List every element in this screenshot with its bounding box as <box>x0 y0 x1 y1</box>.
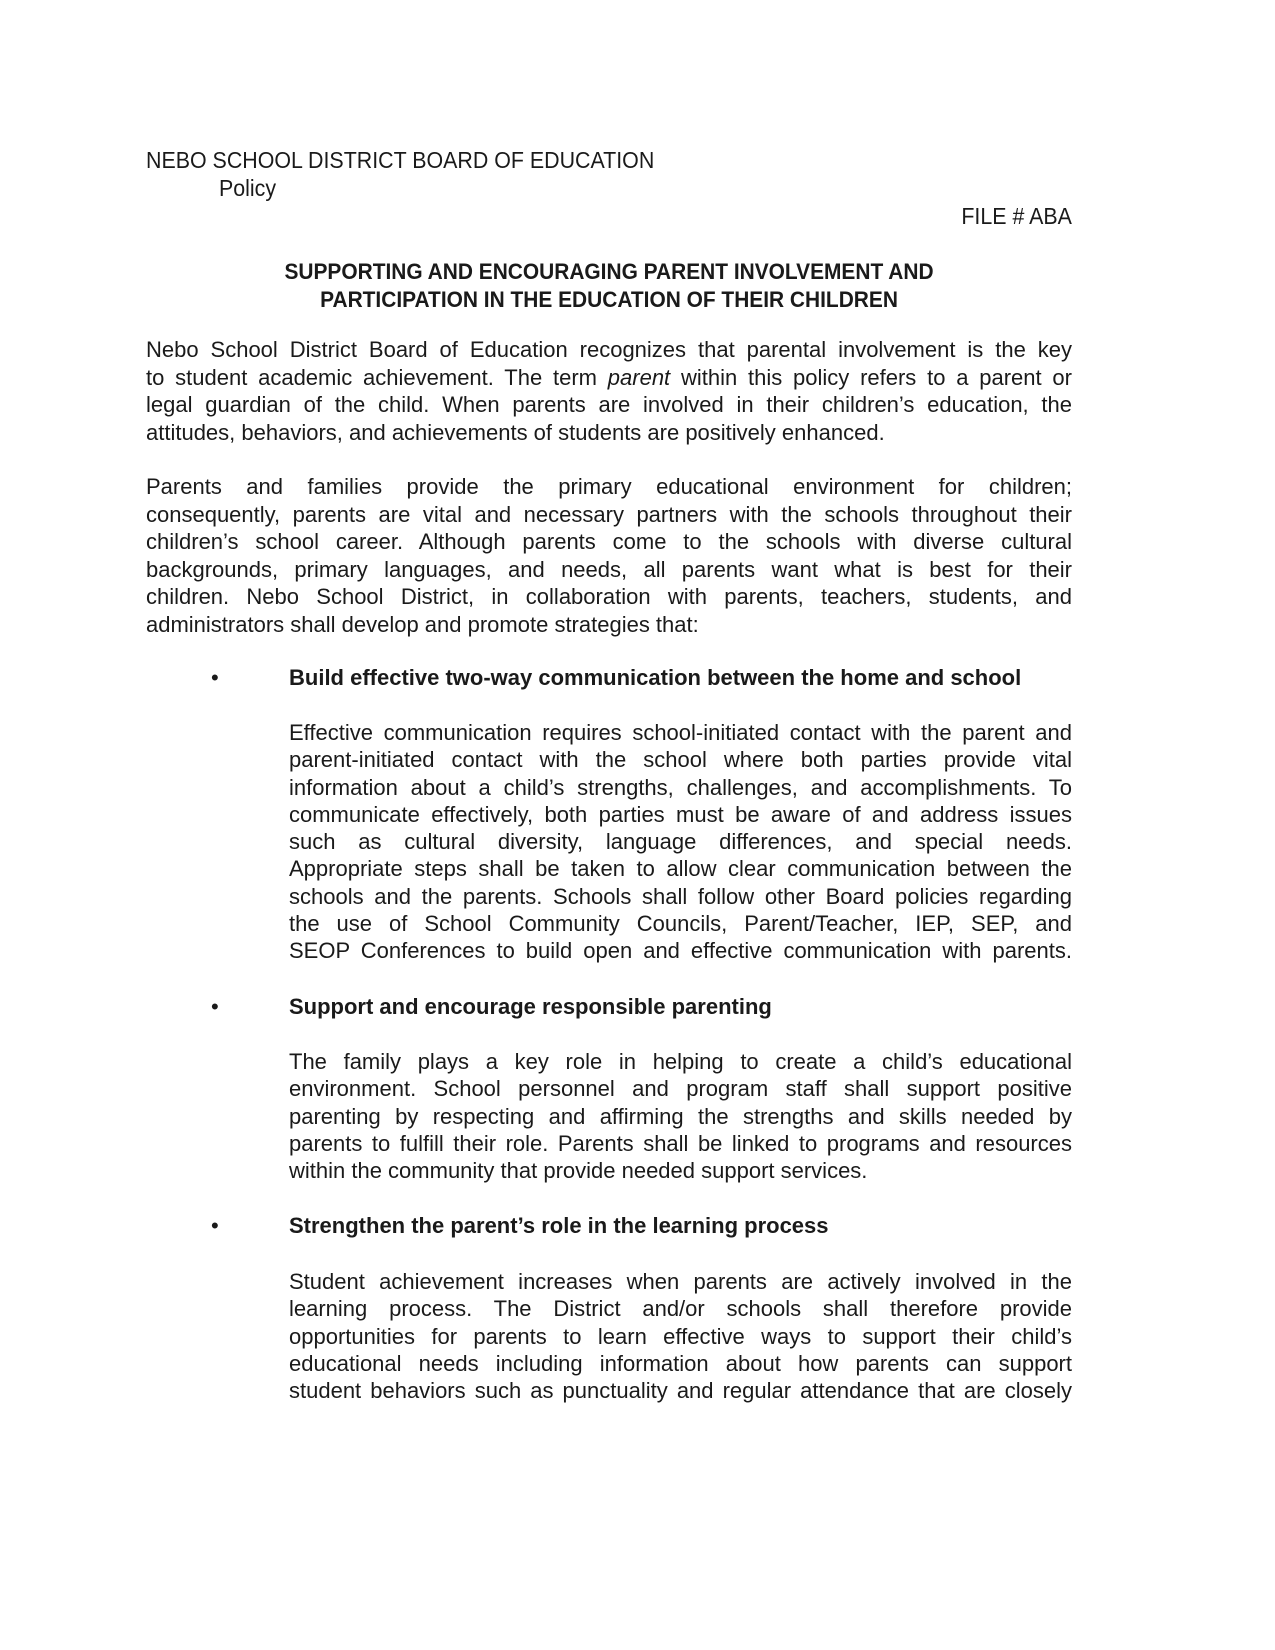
term-parent: parent <box>607 364 671 390</box>
strategy-line: such as cultural diversity, language differences, and special needs. <box>289 829 1072 855</box>
strategy-line: within the community that provide needed support services. <box>289 1158 868 1184</box>
intro-line: legal guardian of the child. When parents are involved in their children’s education, the <box>146 392 1072 417</box>
bullet-icon: • <box>211 665 219 690</box>
strategy-line: The family plays a key role in helping to create a child’s educational <box>289 1049 1072 1074</box>
strategy-line: information about a child’s strengths, challenges, and accomplishments. To <box>289 774 1072 800</box>
paragraph-line: children’s school career. Although parents come to the schools with diverse cultural <box>146 529 1072 554</box>
intro-line: Nebo School District Board of Education recognizes that parental involvement is the key <box>146 337 1072 362</box>
policy-title-line2: PARTICIPATION IN THE EDUCATION OF THEIR CHILDREN <box>320 287 898 312</box>
strategy-line: educational needs including information about how parents can support <box>289 1350 1072 1376</box>
strategy-line: Appropriate steps shall be taken to allow clear communication between the <box>289 856 1072 882</box>
strategy-line: Student achievement increases when parents are actively involved in the <box>289 1269 1072 1294</box>
intro-line <box>146 364 1072 392</box>
paragraph-line: backgrounds, primary languages, and needs, all parents want what is best for their <box>146 556 1072 582</box>
strategy-heading: Strengthen the parent’s role in the learning process <box>289 1213 829 1238</box>
policy-title-line1: SUPPORTING AND ENCOURAGING PARENT INVOLVEMENT AND <box>284 259 934 284</box>
strategy-line: Effective communication requires school-initiated contact with the parent and <box>289 720 1072 745</box>
paragraph-line: consequently, parents are vital and necessary partners with the schools throughout their <box>146 501 1072 527</box>
organization-header: NEBO SCHOOL DISTRICT BOARD OF EDUCATION <box>146 147 655 173</box>
strategy-line: opportunities for parents to learn effective ways to support their child’s <box>289 1323 1072 1349</box>
strategy-line: environment. School personnel and program staff shall support positive <box>289 1076 1072 1102</box>
bullet-icon: • <box>211 994 219 1019</box>
paragraph-line: administrators shall develop and promote strategies that: <box>146 611 699 637</box>
strategy-line: communicate effectively, both parties must be aware of and address issues <box>289 801 1072 827</box>
policy-title <box>169 258 1049 314</box>
strategy-paragraph <box>289 719 1072 965</box>
strategy-heading: Build effective two-way communication between the home and school <box>289 665 1022 690</box>
strategy-heading: Support and encourage responsible parenting <box>289 994 772 1019</box>
strategy-line: schools and the parents. Schools shall follow other Board policies regarding <box>289 883 1072 909</box>
partners-paragraph <box>146 473 1072 638</box>
strategy-line: learning process. The District and/or schools shall therefore provide <box>289 1296 1072 1322</box>
strategy-line: parents to fulfill their role. Parents shall be linked to programs and resources <box>289 1130 1072 1156</box>
paragraph-line: children. Nebo School District, in collaboration with parents, teachers, students, and <box>146 584 1072 609</box>
intro-text: within this policy refers to a parent or <box>670 364 1072 390</box>
intro-line: attitudes, behaviors, and achievements of students are positively enhanced. <box>146 419 885 445</box>
strategy-line: student behaviors such as punctuality and regular attendance that are closely <box>289 1378 1072 1404</box>
strategy-line: the use of School Community Councils, Parent/Teacher, IEP, SEP, and <box>289 911 1072 937</box>
intro-paragraph <box>146 336 1072 446</box>
strategy-paragraph <box>289 1048 1072 1184</box>
paragraph-line: Parents and families provide the primary educational environment for children; <box>146 474 1072 499</box>
intro-text: to student academic achievement. The term <box>146 364 608 390</box>
strategy-line: SEOP Conferences to build open and effective communication with parents. <box>289 938 1072 964</box>
file-number: FILE # ABA <box>961 203 1072 229</box>
bullet-icon: • <box>211 1213 219 1238</box>
strategy-line: parenting by respecting and affirming the strengths and skills needed by <box>289 1103 1072 1129</box>
document-type: Policy <box>219 175 277 201</box>
strategy-paragraph <box>289 1268 1072 1404</box>
strategy-line: parent-initiated contact with the school where both parties provide vital <box>289 747 1072 773</box>
